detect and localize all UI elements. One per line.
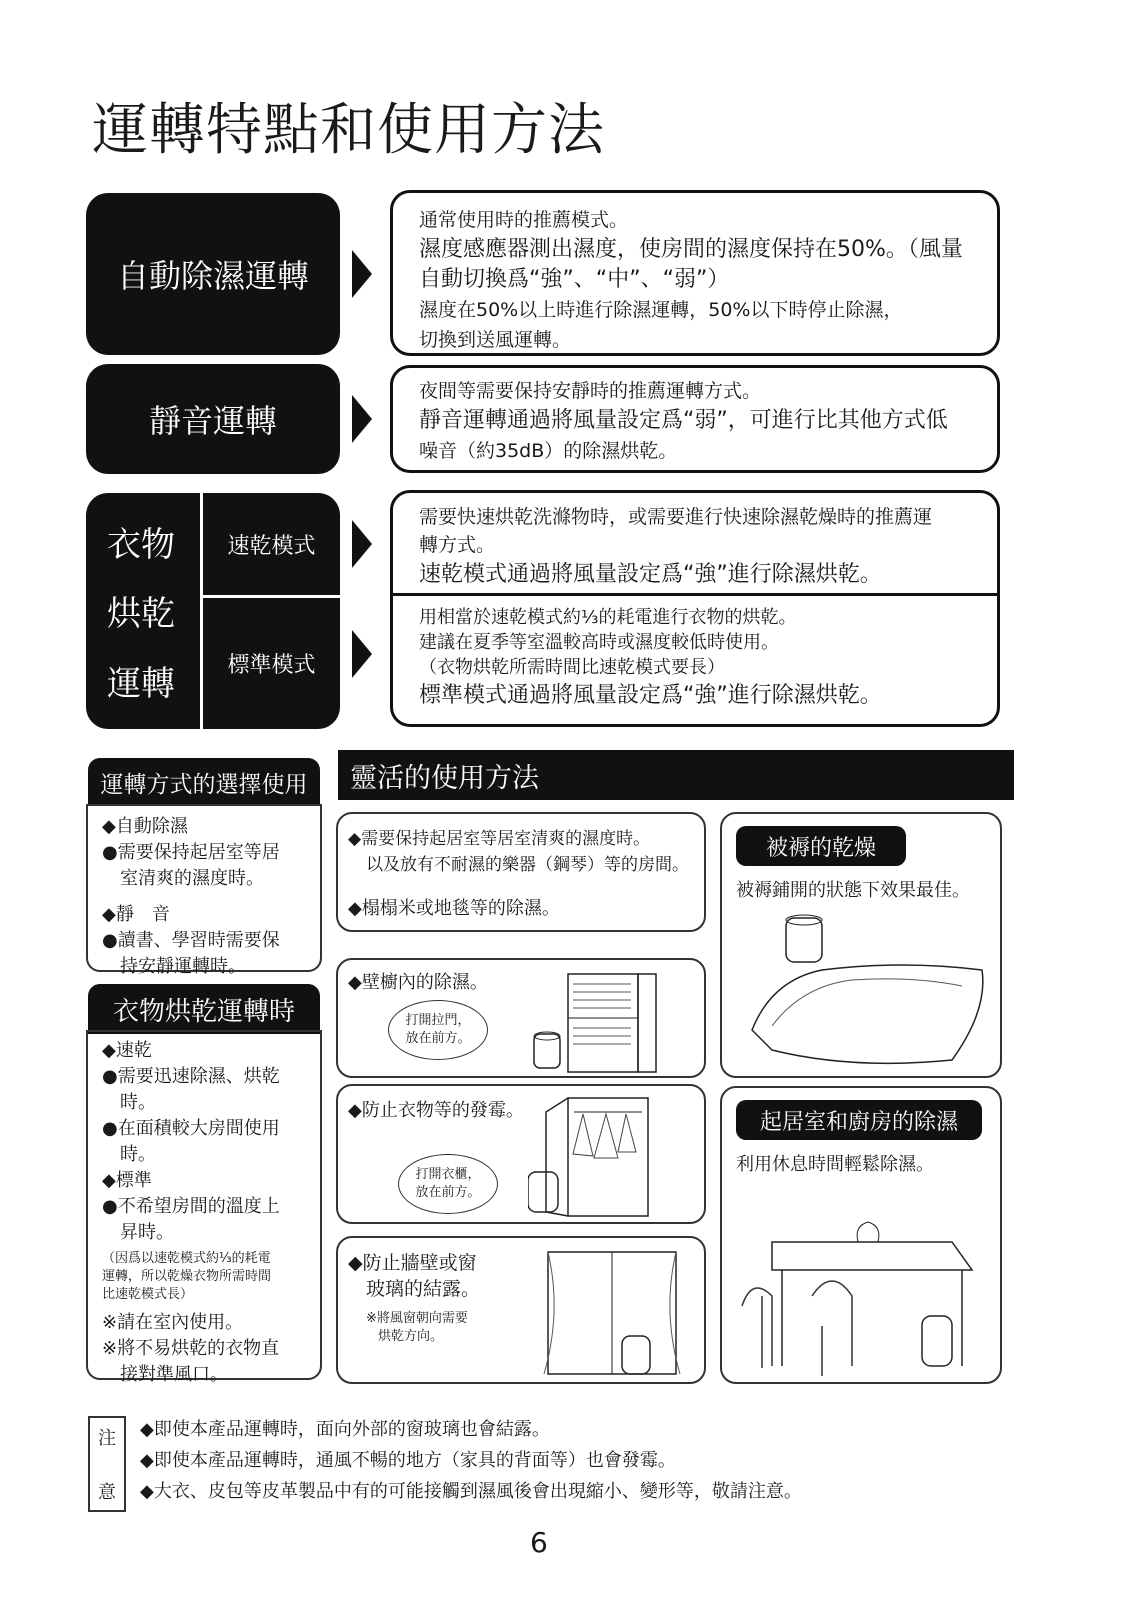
right-arrow-icon	[352, 630, 372, 678]
selection-panel: ◆自動除濕 ●需要保持起居室等居 室清爽的濕度時。 ◆靜 音 ●讀書、學習時需要保 持安靜運轉時。	[86, 804, 322, 972]
page-number: 6	[530, 1526, 548, 1559]
auto-dehumidify-label: 自動除濕運轉	[86, 193, 340, 355]
tip-condensation: ◆防止牆壁或窗 玻璃的結露。 ※將風窗朝向需要 烘乾方向。	[336, 1236, 706, 1384]
flexible-use-heading: 靈活的使用方法	[338, 750, 1014, 800]
dining-room-illustration	[732, 1186, 994, 1380]
page-title: 運轉特點和使用方法	[92, 98, 605, 163]
living-room-card: 起居室和廚房的除濕 利用休息時間輕鬆除濕。	[720, 1086, 1002, 1384]
speech-bubble: 打開衣櫃， 放在前方。	[398, 1154, 498, 1214]
speech-bubble: 打開拉門， 放在前方。	[388, 1000, 488, 1060]
auto-dehumidify-description: 通常使用時的推薦模式。 濕度感應器測出濕度，使房間的濕度保持在50%。（風量 自動切換爲“強”、“中”、“弱”） 濕度在50%以上時進行除濕運轉，50%以下時停止除濕， 切換到送風運轉。	[390, 190, 1000, 356]
right-arrow-icon	[352, 250, 372, 298]
standard-dry-description: 用相當於速乾模式約⅓的耗電進行衣物的烘乾。 建議在夏季等室溫較高時或濕度較低時使用。 （衣物烘乾所需時間比速乾模式要長） 標準模式通過將風量設定爲“強”進行除濕烘乾。	[419, 607, 882, 708]
divider	[393, 593, 997, 596]
tip-wardrobe: ◆防止衣物等的發霉。 打開衣櫃， 放在前方。	[336, 1084, 706, 1224]
standard-dry-label: 標準模式	[227, 653, 316, 678]
notice-text: ◆即使本產品運轉時，面向外部的窗玻璃也會結露。 ◆即使本產品運轉時，通風不暢的地方（家具的背面等）也會發霉。 ◆大衣、皮包等皮革製品中有的可能接觸到濕風後會出現縮小、變形等，敬請注意。	[140, 1419, 802, 1502]
living-room-title: 起居室和廚房的除濕	[736, 1100, 982, 1140]
bedding-drying-title: 被褥的乾燥	[736, 826, 906, 866]
bedding-drying-card: 被褥的乾燥 被褥鋪開的狀態下效果最佳。	[720, 812, 1002, 1078]
fast-dry-label: 速乾模式	[227, 533, 316, 559]
tip-room-humidity: ◆需要保持起居室等居室清爽的濕度時。 以及放有不耐濕的樂器（鋼琴）等的房間。 ◆榻榻米或地毯等的除濕。	[336, 812, 706, 932]
closet-illustration	[518, 968, 698, 1074]
selection-heading: 運轉方式的選擇使用	[88, 758, 320, 806]
right-arrow-icon	[352, 395, 372, 443]
clothes-drying-description	[390, 490, 1000, 727]
bedding-illustration	[742, 910, 992, 1074]
clothes-drying-label	[86, 493, 340, 729]
drying-time-panel: ◆速乾 ●需要迅速除濕、烘乾 時。 ●在面積較大房間使用 時。 ◆標準 ●不希望房間的溫度上 昇時。 （因爲以速乾模式約⅓的耗電 運轉，所以乾燥衣物所需時間 比速乾模式長） ※請在室內使用。 ※將不易烘乾的衣物直 接對準風口。	[86, 1030, 322, 1380]
tip-closet: ◆壁櫥內的除濕。 打開拉門， 放在前方。	[336, 958, 706, 1078]
quiet-mode-label: 靜音運轉	[86, 364, 340, 474]
drying-time-heading: 衣物烘乾運轉時	[88, 984, 320, 1034]
right-arrow-icon	[352, 520, 372, 568]
clothes-drying-title: 衣物 烘乾 運轉	[107, 525, 175, 704]
fast-dry-description: 需要快速烘乾洗滌物時，或需要進行快速除濕乾燥時的推薦運 轉方式。 速乾模式通過將風量設定爲“強”進行除濕烘乾。	[419, 506, 933, 587]
window-illustration	[528, 1244, 698, 1380]
quiet-mode-description: 夜間等需要保持安靜時的推薦運轉方式。 靜音運轉通過將風量設定爲“弱”，可進行比其他方式低 噪音（約35dB）的除濕烘乾。	[390, 365, 1000, 473]
notice-label: 注 意	[88, 1416, 126, 1512]
wardrobe-illustration	[528, 1092, 698, 1222]
